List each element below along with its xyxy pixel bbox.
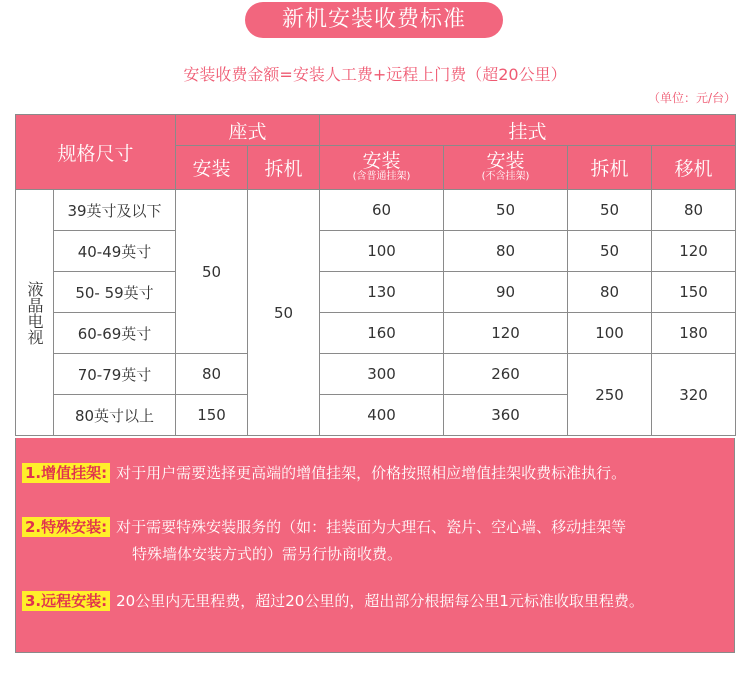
value-cell: 130 — [320, 272, 444, 313]
value-cell: 120 — [652, 231, 736, 272]
table-row — [16, 190, 736, 231]
seat-header: 座式 — [176, 115, 320, 146]
hang-install-a-header: 安装 (含普通挂架) — [320, 146, 444, 190]
note-tag: 1.增值挂架: — [22, 463, 110, 483]
value-cell: 50 — [568, 231, 652, 272]
fee-table — [15, 114, 736, 436]
value-cell: 100 — [320, 231, 444, 272]
size-cell: 80英寸以上 — [54, 395, 176, 436]
hang-move-header: 移机 — [652, 146, 736, 190]
size-cell: 40-49英寸 — [54, 231, 176, 272]
value-cell: 250 — [568, 354, 652, 436]
table-row — [16, 354, 736, 395]
note-item — [22, 460, 626, 487]
value-cell: 300 — [320, 354, 444, 395]
value-cell: 60 — [320, 190, 444, 231]
value-cell: 90 — [444, 272, 568, 313]
size-cell: 60-69英寸 — [54, 313, 176, 354]
hang-remove-header: 拆机 — [568, 146, 652, 190]
value-cell: 100 — [568, 313, 652, 354]
note-text: 特殊墙体安装方式的）需另行协商收费。 — [132, 545, 403, 563]
seat-remove-cell: 50 — [248, 190, 320, 436]
hang-header: 挂式 — [320, 115, 736, 146]
value-cell: 50 — [444, 190, 568, 231]
page-title: 新机安装收费标准 — [245, 2, 503, 38]
size-cell: 50- 59英寸 — [54, 272, 176, 313]
table-row — [16, 272, 736, 313]
notes-panel — [15, 438, 735, 653]
unit-label: （单位：元/台） — [647, 91, 736, 105]
table-row — [16, 313, 736, 354]
value-cell: 80 — [652, 190, 736, 231]
seat-install-cell: 80 — [176, 354, 248, 395]
seat-install-cell: 50 — [176, 190, 248, 354]
value-cell: 360 — [444, 395, 568, 436]
seat-remove-header: 拆机 — [248, 146, 320, 190]
note-text: 对于用户需要选择更高端的增值挂架，价格按照相应增值挂架收费标准执行。 — [116, 464, 627, 482]
seat-install-header: 安装 — [176, 146, 248, 190]
note-text: 对于需要特殊安装服务的（如：挂装面为大理石、瓷片、空心墙、移动挂架等 — [116, 518, 627, 536]
note-tag: 3.远程安装: — [22, 591, 110, 611]
size-cell: 39英寸及以下 — [54, 190, 176, 231]
value-cell: 320 — [652, 354, 736, 436]
value-cell: 50 — [568, 190, 652, 231]
value-cell: 120 — [444, 313, 568, 354]
seat-install-cell: 150 — [176, 395, 248, 436]
value-cell: 80 — [444, 231, 568, 272]
table-row — [16, 231, 736, 272]
value-cell: 180 — [652, 313, 736, 354]
fee-formula: 安装收费金额=安装人工费+远程上门费（超20公里） — [183, 65, 567, 84]
value-cell: 400 — [320, 395, 444, 436]
value-cell: 260 — [444, 354, 568, 395]
note-text: 20公里内无里程费，超过20公里的，超出部分根据每公里1元标准收取里程费。 — [116, 592, 644, 610]
note-tag: 2.特殊安装: — [22, 517, 110, 537]
note-item — [22, 588, 644, 615]
value-cell: 80 — [568, 272, 652, 313]
note-item — [22, 514, 626, 568]
value-cell: 150 — [652, 272, 736, 313]
hang-install-b-header: 安装 (不含挂架) — [444, 146, 568, 190]
category-label: 液晶电视 — [16, 190, 54, 436]
size-cell: 70-79英寸 — [54, 354, 176, 395]
spec-header: 规格尺寸 — [16, 115, 176, 190]
value-cell: 160 — [320, 313, 444, 354]
